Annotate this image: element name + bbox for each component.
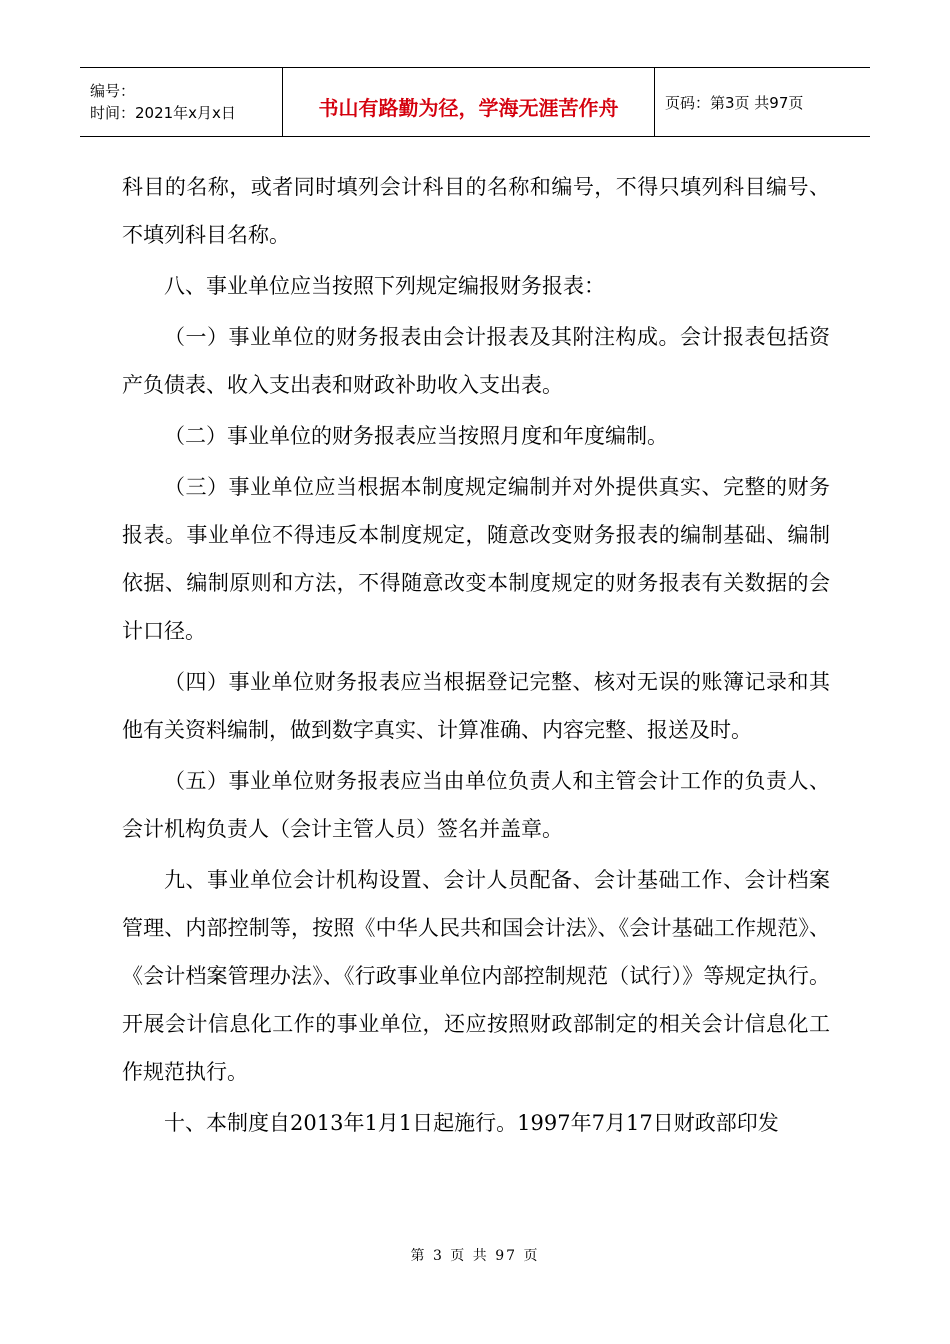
page-footer: 第 3 页 共 97 页 [410,1248,540,1264]
document-body [122,163,830,1150]
header-page-info: 页码：第3页 共97页 [665,93,804,112]
paragraph: （四）事业单位财务报表应当根据登记完整、核对无误的账簿记录和其他有关资料编制，做到数字真实、计算准确、内容完整、报送及时。 [122,670,830,742]
paragraph: 科目的名称，或者同时填列会计科目的名称和编号，不得只填列科目编号、不填列科目名称。 [122,175,830,247]
paragraph: （五）事业单位财务报表应当由单位负责人和主管会计工作的负责人、会计机构负责人（会计主管人员）签名并盖章。 [122,769,830,841]
document-date: 时间：2021年x月x日 [90,104,236,122]
paragraph: 九、事业单位会计机构设置、会计人员配备、会计基础工作、会计档案管理、内部控制等，按照《中华人民共和国会计法》、《会计基础工作规范》、《会计档案管理办法》、《行政事业单位内部控制规范（试行）》等规定执行。开展会计信息化工作的事业单位，还应按照财政部制定的相关会计信息化工作规范执行。 [122,868,830,1084]
paragraph: （二）事业单位的财务报表应当按照月度和年度编制。 [164,424,668,448]
paragraph: 十、本制度自2013年1月1日起施行。1997年7月17日财政部印发 [164,1111,779,1135]
document-number: 编号： [90,82,136,100]
paragraph: （一）事业单位的财务报表由会计报表及其附注构成。会计报表包括资产负债表、收入支出表和财政补助收入支出表。 [122,325,830,397]
paragraph: （三）事业单位应当根据本制度规定编制并对外提供真实、完整的财务报表。事业单位不得违反本制度规定，随意改变财务报表的编制基础、编制依据、编制原则和方法，不得随意改变本制度规定的财务报表有关数据的会计口径。 [122,475,830,643]
header-meta [80,68,283,136]
header-motto: 书山有路勤为径，学海无涯苦作舟 [283,68,655,136]
page-header [80,67,870,137]
paragraph: 八、事业单位应当按照下列规定编报财务报表： [164,274,605,298]
